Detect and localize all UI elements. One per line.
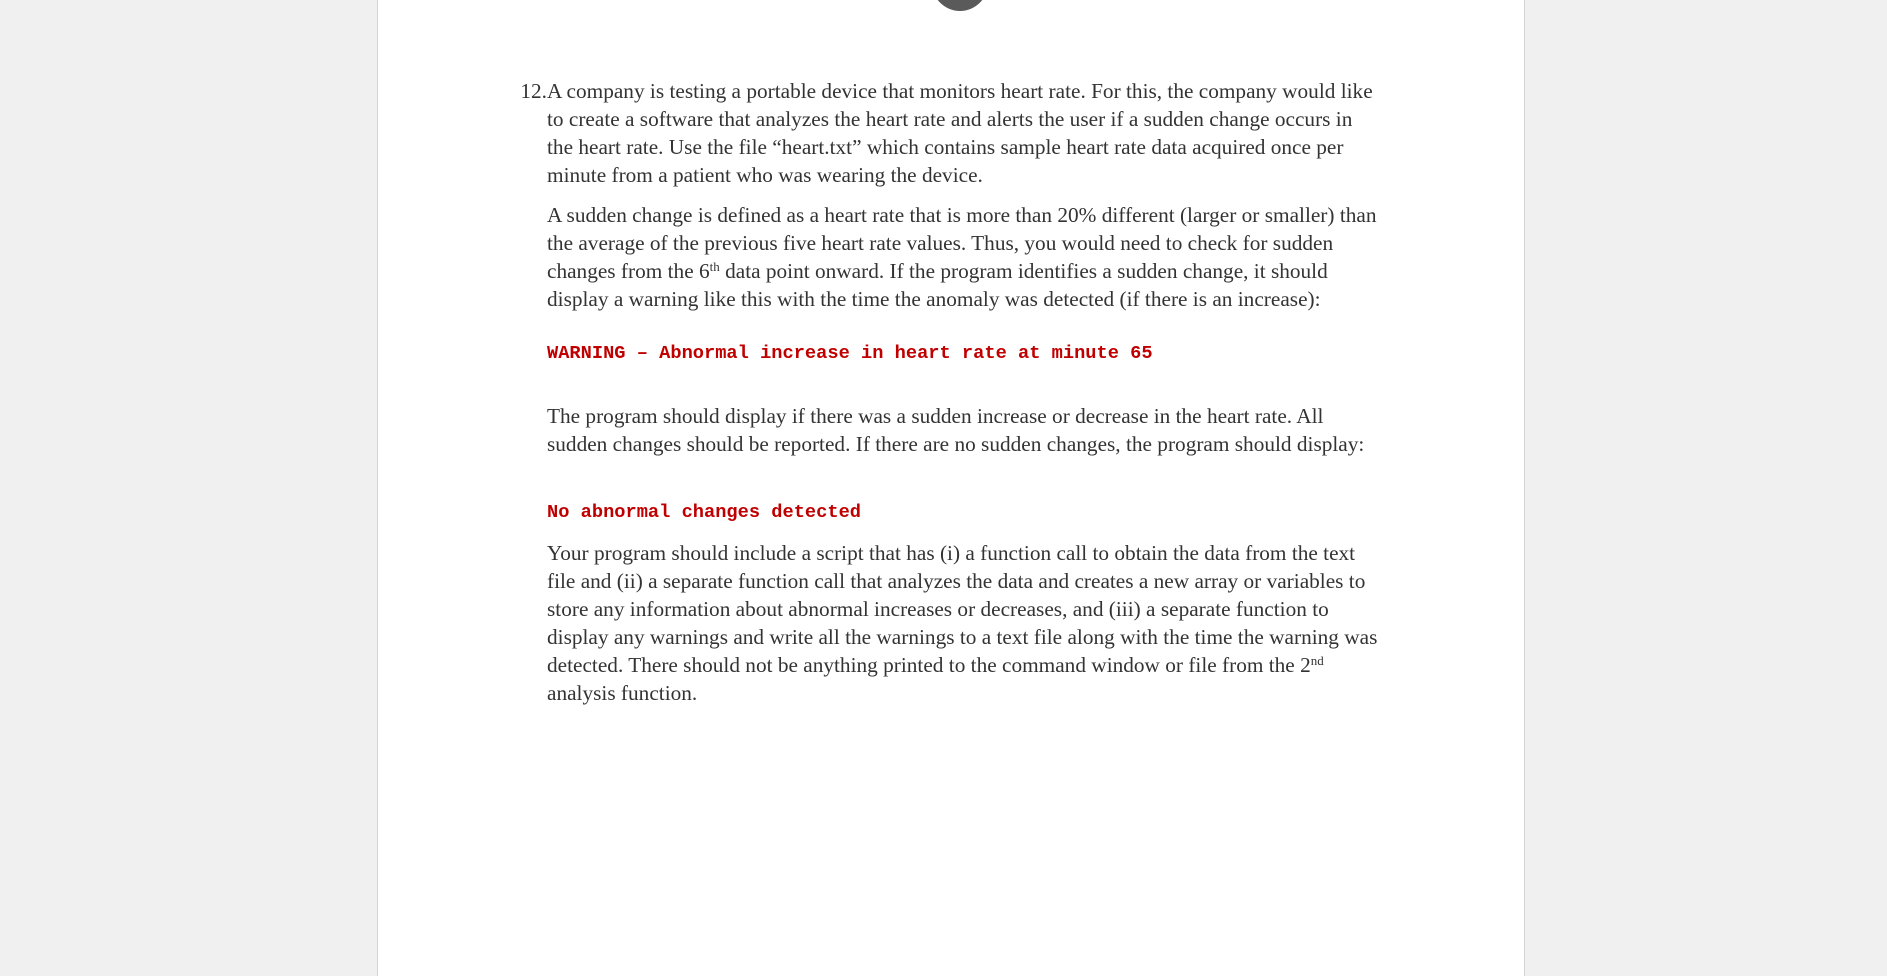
requirements-superscript: nd: [1310, 652, 1324, 668]
definition-superscript: th: [709, 258, 720, 274]
question-body: [547, 77, 1383, 707]
requirements-paragraph: [547, 539, 1383, 707]
page-navigation-handle[interactable]: [932, 0, 988, 11]
definition-text-part1: A sudden change is defined as a heart rate that is more than 20% different (larger or smaller) than the average of the previous five heart rate values. Thus, you would need to check for sudden changes from the 6: [547, 203, 1377, 283]
question-number: 12.: [520, 79, 547, 103]
requirements-text-part2: analysis function.: [547, 681, 698, 705]
intro-paragraph: A company is testing a portable device that monitors heart rate. For this, the company would like to create a software that analyzes the heart rate and alerts the user if a sudden change occurs in the heart rate. Use the file “heart.txt” which contains sample heart rate data acquired once per minute from a patient who was wearing the device.: [547, 79, 1373, 187]
question-12: [513, 77, 1383, 707]
requirements-text-part1: Your program should include a script that has (i) a function call to obtain the data from the text file and (ii) a separate function call that analyzes the data and creates a new array or variables to store any information about abnormal increases or decreases, and (iii) a separate function to display any warnings and write all the warnings to a text file along with the time the warning was detected. There should not be anything printed to the command window or file from the 2: [547, 541, 1378, 677]
report-paragraph: The program should display if there was a sudden increase or decrease in the heart rate. All sudden changes should be reported. If there are no sudden changes, the program should display:: [547, 404, 1365, 456]
definition-paragraph: [547, 201, 1383, 313]
warning-example-code: WARNING – Abnormal increase in heart rate at minute 65: [547, 342, 1153, 364]
document-page: [377, 0, 1525, 976]
no-change-example-code: No abnormal changes detected: [547, 501, 862, 523]
definition-text-part2: data point onward. If the program identifies a sudden change, it should display a warning like this with the time the anomaly was detected (if there is an increase):: [547, 259, 1328, 311]
